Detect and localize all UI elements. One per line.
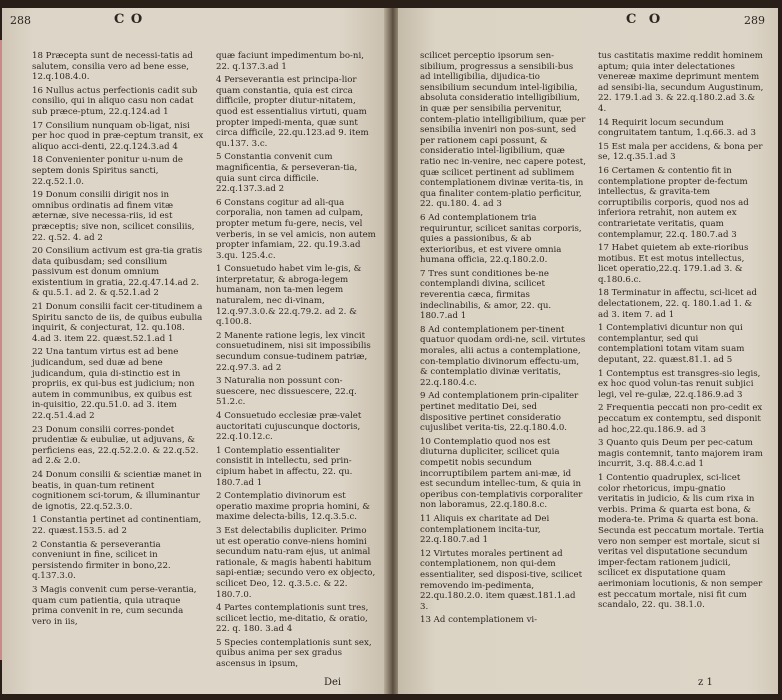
index-entry: scilicet perceptio ipsorum sen-sibilium, progressus a sensibili-bus ad intelligibilia, dijudica-tio sensibilium secundum intel-ligibilia, absoluta consideratio intelligibilium, in quæ per sensibilia pervenitur, contem-platio intelligibilium, quæ per sensibilia inveniri non pos-sunt, sed per rationem capi possunt, & consideratio intel-ligibilium, quæ ratio nec in-venire, nec capere potest, quæ scilicet pertinent ad sublimem contemplationem divinæ verita-tis, in qua finaliter contem-platio perficitur, 22. qu.180. 4. ad 3 — [420, 51, 586, 210]
right-running-header: C O — [626, 12, 665, 27]
right-signature-mark: z 1 — [698, 677, 713, 688]
index-entry: 13 Ad contemplationem vi- — [420, 615, 538, 626]
right-column-2 — [598, 48, 764, 611]
right-page-number: 289 — [744, 14, 765, 27]
index-entry: 18 Terminatur in affectu, sci-licet ad delectationem, 22. q. 180.1.ad 1. & ad 3. item 7. ad 1 — [598, 288, 757, 320]
left-column-2 — [216, 48, 376, 670]
index-entry: 6 Constans cogitur ad ali-qua corporalia, non tamen ad culpam, propter metum fu-gere, necis, vel verberis, in se vel amicis, non autem propter infamiam, 22. qu.19.3.ad 3.qu. 125.4.c. — [216, 197, 376, 261]
index-entry: 1 Contemplatio essentialiter consistit in intellectu, sed prin-cipium habet in affectu, 22. qu. 180.7.ad 1 — [216, 445, 353, 488]
index-entry: 3 Magis convenit cum perse-verantia, quam cum patientia, quia utraque prima convenit in re, cum secunda vero in iis, — [32, 584, 197, 627]
left-running-header: C O — [114, 12, 144, 27]
index-entry: 21 Donum consilii facit cer-titudinem a Spiritu sancto de iis, de quibus eubulia inquirit, & conjecturat, 12. qu.108. 4.ad 3. item 22. quæst.52.1.ad 1 — [32, 302, 203, 344]
index-entry: 23 Donum consilii corres-pondet prudentiæ & eubuliæ, ut adjuvans, & perficiens eas, 22.q.52.2.0. & 22.q.52. ad 2.& 2.0. — [32, 424, 199, 467]
index-entry: 1 Contentio quadruplex, sci-licet color rhetoricus, impu-gnatio veritatis in judicio, & lis cum rixa in verbis. Prima & quarta est bona, & modera-te. Prima & quarta est bona. Secunda est peccatum mortale. Tertia vero non semper est mortale, sicut si veritas vel disputatione secundum imper-fectam rationem judicii, scilicet ex disputatione quam aerimoniam locutionis, & non semper est peccatum mortale, nisi fit cum scandalo, 22. qu. 38.1.0. — [598, 472, 764, 611]
index-entry: 5 Species contemplationis sunt sex, quibus anima per sex gradus ascensus in ipsum, — [216, 637, 372, 670]
index-entry: 1 Constantia pertinet ad continentiam, 22. quæst.153.5. ad 2 — [32, 515, 202, 536]
index-entry: 2 Frequentia peccati non pro-cedit ex peccatum ex contemptu, sed disponit ad hoc,22.qu.186.9. ad 3 — [598, 403, 763, 435]
index-entry: 11 Aliquis ex charitate ad Dei contemplationem incita-tur, 22.q.180.7.ad 1 — [420, 513, 550, 546]
index-entry: 16 Certamen & contentio fit in contemplatione propter de-fectum intellectus, & gravita-tem corruptibilis corporis, quod nos ad inferiora retrahit, non autem ex contrarietate veritatis, quam contemplamur, 22.q. 180.7.ad 3 — [598, 165, 749, 240]
index-entry: tus castitatis maxime reddit hominem aptum; quia inter delectationes venereæ maxime deprimunt mentem ad sensibi-lia, secundum Augustinum, 22. 179.1.ad 3. & 22.q.180.2.ad 3.& 4. — [598, 51, 764, 114]
index-entry: 4 Consuetudo ecclesiæ præ-valet auctoritati cujuscunque doctoris, 22.q.10.12.c. — [216, 411, 362, 443]
index-entry: 9 Ad contemplationem prin-cipaliter pertinet meditatio Dei, sed dispositive pertinet consideratio cujuslibet verita-tis, 22.q.180.4.0. — [420, 391, 579, 434]
index-entry: 3 Naturalia non possunt con-suescere, nec dissuescere, 22.q. 51.2.c. — [216, 376, 357, 408]
index-entry: 14 Requirit locum secundum congruitatem tantum, 1.q.66.3. ad 3 — [598, 117, 756, 139]
index-entry: 4 Perseverantia est principa-lior quam constantia, quia est circa difficile, propter diutur-nitatem, quod est essentialius virtuti, quam propter impedi-menta, quæ sunt circa difficile, 22.qu.123.ad 9. item qu.137. 3.c. — [216, 75, 369, 149]
index-entry: 19 Donum consilii dirigit nos in omnibus ordinatis ad finem vitæ æternæ, sive necessa-riis, id est præceptis; sive non, scilicet consiliis, 22. q.52. 4. ad 2 — [32, 190, 195, 243]
left-catchword: Dei — [324, 677, 342, 688]
index-entry: 3 Quanto quis Deum per pec-catum magis contemnit, tanto majorem iram incurrit, 3.q. 88.4.c.ad 1 — [598, 438, 763, 470]
index-entry: 4 Partes contemplationis sunt tres, scilicet lectio, me-ditatio, & oratio, 22. q. 180. 3.ad 4 — [216, 603, 369, 635]
index-entry: 1 Contemplativi dicuntur non qui contemplantur, sed qui contemplationi totam vitam suam deputant, 22. quæst.81.1. ad 5 — [598, 323, 745, 366]
index-entry: 22 Una tantum virtus est ad bene judicandum, sed duæ ad bene judicandum, quia di-stinctio est in propriis, ex qui-bus est judicium; non autem in communibus, ex quibus est in-quisitio, 22.qu.51.0. ad 3. item 22.q.51.4.ad 2 — [32, 347, 195, 421]
index-entry: quæ faciunt impedimentum bo-ni, 22. q.137.3.ad 1 — [216, 51, 364, 72]
index-entry: 6 Ad contemplationem tria requiruntur, scilicet sanitas corporis, quies a passionibus, & ab exterioribus, et est vivere omnia humana officia, 22.q.180.2.0. — [420, 212, 582, 266]
index-entry: 24 Donum consilii & scientiæ manet in beatis, in quan-tum retinent cognitionem sci-torum, & illuminantur de ignotis, 22.q.52.3.0. — [32, 469, 202, 512]
index-entry: 7 Tres sunt conditiones be-ne contemplandi divina, scilicet reverentia cæca, firmitas indeclinabilis, & amor, 22. qu. 180.7.ad 1 — [420, 268, 552, 322]
index-entry: 12 Virtutes morales pertinent ad contemplationem, non qui-dem essentialiter, sed disposi-tive, scilicet removendo im-pedimenta, 22.qu.180.2.0. item quæst.181.1.ad 3. — [420, 548, 583, 612]
index-entry: 2 Contemplatio divinorum est operatio maxime propria homini, & maxime delecta-bilis, 12.q.3.5.c. — [216, 491, 370, 523]
index-entry: 2 Constantia & perseverantia conveniunt in fine, scilicet in persistendo firmiter in bono,22. q.137.3.0. — [32, 539, 171, 582]
left-page — [2, 8, 386, 694]
left-page-number: 288 — [10, 14, 31, 27]
right-column-1 — [420, 48, 586, 626]
right-page — [398, 8, 778, 694]
index-entry: 5 Constantia convenit cum magnificentia, & perseveran-tia, quia sunt circa difficile. 22.q.137.3.ad 2 — [216, 152, 358, 195]
left-column-1 — [32, 48, 204, 627]
index-entry: 17 Consilium nunquam ob-ligat, nisi per hoc quod in præ-ceptum transit, ex aliquo acci-denti, 22.q.124.3.ad 4 — [32, 120, 204, 152]
index-entry: 15 Est mala per accidens, & bona per se, 12.q.35.1.ad 3 — [598, 141, 763, 163]
index-entry: 8 Ad contemplationem per-tinent quatuor quodam ordi-ne, scil. virtutes morales, alii actus a contemplatione, con-templatio divinorum effectu-um, & contemplatio divinæ veritatis, 22.q.180.4.c. — [420, 324, 586, 388]
index-entry: 20 Consilium activum est gra-tia gratis data quibusdam; sed consilium passivum est donum omnium existentium in gratia, 22.q.47.14.ad 2. & qu.5.1. ad 2. & q.52.1.ad 2 — [32, 246, 203, 299]
index-entry: 18 Convenienter ponitur u-num de septem donis Spiritus sancti, 22.q.52.1.0. — [32, 155, 183, 187]
index-entry: 2 Manente ratione legis, lex vincit consuetudinem, nisi sit impossibilis secundum consue-tudinem patriæ, 22.q.97.3. ad 2 — [216, 330, 371, 373]
index-entry: 16 Nullus actus perfectionis cadit sub consilio, qui in aliquo casu non cadat sub præce-ptum, 22.q.124.ad 1 — [32, 85, 198, 117]
index-entry: 10 Contemplatio quod nos est diuturna dupliciter, scilicet quia competit nobis secundum incorruptibilem partem ani-mæ, id est secundum intellec-tum, & quia in operibus con-templativis corporaliter non laboramus, 22.q.180.8.c. — [420, 436, 583, 511]
index-entry: 18 Præcepta sunt de necessi-tatis ad salutem, consilia vero ad bene esse, 12.q.108.4.0. — [32, 51, 193, 83]
index-entry: 1 Consuetudo habet vim le-gis, & interpretatur, & abroga-legem humanam, non ta-men legem naturalem, nec di-vinam, 12.q.97.3.0.& 22.q.79.2. ad 2. & q.100.8. — [216, 264, 362, 328]
index-entry: 3 Est delectabilis dupliciter. Primo ut est operatio conve-niens homini secundum natu-ram ejus, ut animal rationale, & magis habenti habitum sapi-entiæ; secundo vero ex objecto, scilicet Deo, 12. q.3.5.c. & 22. 180.7.0. — [216, 525, 376, 600]
index-entry: 17 Habet quietem ab exte-rioribus motibus. Et est motus intellectus, licet operatio,22.q. 179.1.ad 3. & q.180.6.c. — [598, 243, 749, 285]
index-entry: 1 Contemptus est transgres-sio legis, ex hoc quod volun-tas renuit subjici legi, vel re-gulæ, 22.q.186.9.ad 3 — [598, 368, 761, 400]
